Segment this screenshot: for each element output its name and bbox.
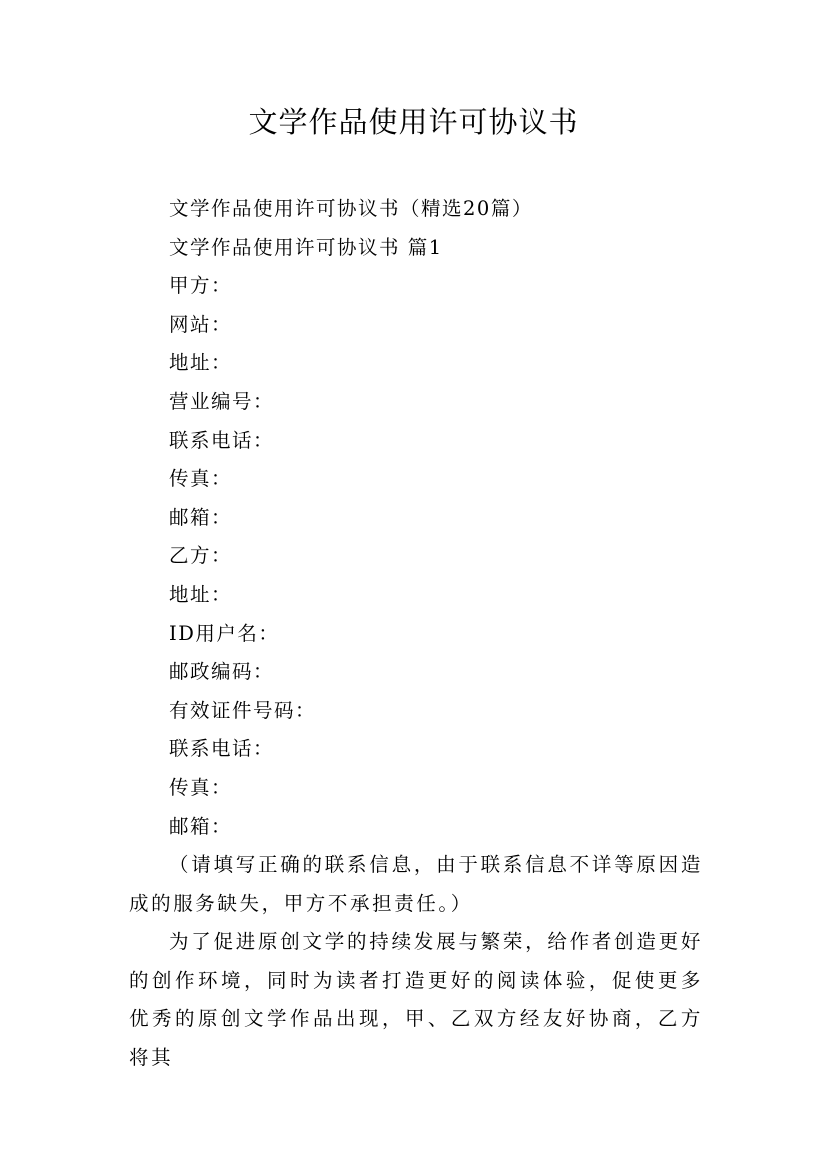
- contact-notice: （请填写正确的联系信息，由于联系信息不详等原因造成的服务缺失，甲方不承担责任。）: [129, 853, 703, 915]
- subtitle-line: 文学作品使用许可协议书（精选20篇）: [169, 197, 533, 220]
- party-b-email-field: 邮箱：: [169, 814, 233, 838]
- document-body: [129, 190, 703, 1078]
- agreement-paragraph: 为了促进原创文学的持续发展与繁荣，给作者创造更好的创作环境，同时为读者打造更好的阅读体验，促使更多优秀的原创文学作品出现，甲、乙双方经友好协商，乙方将其: [129, 930, 703, 1070]
- party-b-postal-code-field: 邮政编码：: [169, 660, 275, 684]
- document-title: 文学作品使用许可协议书: [248, 105, 579, 139]
- section-heading: 文学作品使用许可协议书 篇1: [169, 235, 443, 259]
- party-b-fax-field: 传真：: [169, 775, 233, 799]
- party-a-business-number-field: 营业编号：: [169, 389, 275, 413]
- party-a-fax-field: 传真：: [169, 467, 233, 491]
- party-b-address-field: 地址：: [169, 582, 233, 606]
- party-b-id-number-field: 有效证件号码：: [169, 698, 317, 722]
- party-a-label: 甲方：: [169, 274, 233, 298]
- party-b-label: 乙方：: [169, 544, 233, 568]
- party-b-username-field: ID用户名：: [169, 621, 280, 645]
- party-a-phone-field: 联系电话：: [169, 428, 275, 452]
- party-b-phone-field: 联系电话：: [169, 737, 275, 761]
- party-a-address-field: 地址：: [169, 351, 233, 375]
- party-a-email-field: 邮箱：: [169, 505, 233, 529]
- party-a-website-field: 网站：: [169, 312, 233, 336]
